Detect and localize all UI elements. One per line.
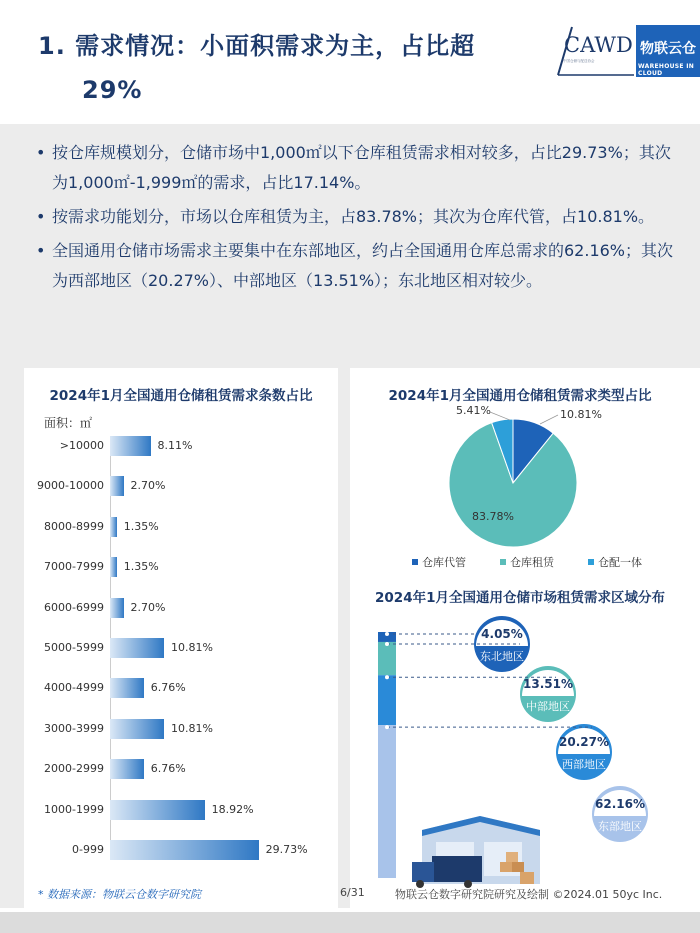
warehouse-illustration xyxy=(412,816,540,888)
cawd-logo-subtext: 中国仓储与配送协会 xyxy=(563,59,595,63)
bar xyxy=(110,638,164,658)
bar-chart-ylabel: 面积：㎡ xyxy=(44,416,93,430)
legend-item-daiguan xyxy=(412,554,466,570)
bar xyxy=(110,476,124,496)
region-name-label: 东部地区 xyxy=(598,820,642,833)
legend-label: 仓库代管 xyxy=(422,556,466,569)
bar-category-label: 4000-4999 xyxy=(44,681,104,695)
bar xyxy=(110,719,164,739)
cawd-logo-text: CAWD xyxy=(564,33,633,57)
bar-value-label: 29.73% xyxy=(265,843,308,856)
pie-leader-line xyxy=(540,415,558,424)
bar-value-label: 10.81% xyxy=(171,721,213,735)
area-bar-chart xyxy=(24,378,338,878)
title-line-2: 29% xyxy=(82,76,143,104)
bar-category-label: 2000-2999 xyxy=(44,762,104,776)
bullet-1: • 按仓库规模划分，仓储市场中1,000㎡以下仓库租赁需求相对较多，占比29.73%；其次为1,000㎡-1,999㎡的需求，占比17.14%。 xyxy=(36,138,680,198)
legend-label: 仓库租赁 xyxy=(510,556,554,569)
legend-item-zulin xyxy=(500,554,554,570)
bar-row xyxy=(24,719,338,739)
bottom-bar xyxy=(0,912,700,933)
data-source-note: * 数据来源：物联云仓数字研究院 xyxy=(38,888,201,901)
legend-swatch xyxy=(588,559,594,565)
region-value-label: 4.05% xyxy=(481,627,523,641)
brand-logo-en: WAREHOUSE IN CLOUD xyxy=(638,63,695,77)
logo xyxy=(550,25,700,77)
copyright: 物联云仓数字研究院研究及绘制 ©2024.01 50yc Inc. xyxy=(395,888,663,901)
region-value-label: 62.16% xyxy=(595,797,645,811)
region-segment xyxy=(378,675,396,725)
bar-row xyxy=(24,840,338,860)
bullet-3: • 全国通用仓储市场需求主要集中在东部地区，约占全国通用仓库总需求的62.16%；其次为西部地区（20.27%）、中部地区（13.51%）；东北地区相对较少。 xyxy=(36,236,680,296)
column-gap-shade xyxy=(338,368,350,908)
region-chart-title: 2024年1月全国通用仓储市场租赁需求区域分布 xyxy=(375,590,665,606)
region-marker-dot xyxy=(385,632,389,636)
bar-row xyxy=(24,476,338,496)
bar-value-label: 10.81% xyxy=(171,641,213,654)
bar-row xyxy=(24,678,338,698)
page-title xyxy=(38,24,518,112)
bar-value-label: 1.35% xyxy=(123,519,159,533)
bar-value-label: 2.70% xyxy=(130,479,166,493)
legend-label: 仓配一体 xyxy=(598,556,642,569)
bar-category-label: 7000-7999 xyxy=(44,560,104,574)
pie-chart xyxy=(350,398,690,568)
legend-item-peiyiti xyxy=(588,554,642,570)
bar-chart-title: 2024年1月全国通用仓储租赁需求条数占比 xyxy=(49,388,313,404)
region-name-label: 西部地区 xyxy=(562,758,606,771)
summary-bullets xyxy=(0,124,700,368)
bar-row xyxy=(24,598,338,618)
region-value-label: 13.51% xyxy=(523,677,573,691)
bar-category-label: 1000-1999 xyxy=(44,802,104,816)
region-marker-dot xyxy=(385,725,389,729)
region-value-label: 20.27% xyxy=(559,735,609,749)
legend-swatch xyxy=(412,559,418,565)
region-marker-dot xyxy=(385,675,389,679)
bar-row xyxy=(24,759,338,779)
pie-leader-line xyxy=(490,412,510,420)
bar-category-label: >10000 xyxy=(59,439,104,452)
bar-row xyxy=(24,638,338,658)
pie-chart-title: 2024年1月全国通用仓储租赁需求类型占比 xyxy=(388,388,652,404)
bar-category-label: 8000-8999 xyxy=(44,519,104,533)
region-chart xyxy=(350,608,690,908)
bar-row xyxy=(24,517,338,537)
left-margin-shade xyxy=(0,368,24,908)
bar xyxy=(110,557,117,577)
bar-category-label: 6000-6999 xyxy=(44,600,104,614)
bar-value-label: 2.70% xyxy=(130,600,166,614)
title-line-1: 1. 需求情况：小面积需求为主，占比超 xyxy=(38,32,476,60)
bar-category-label: 0-999 xyxy=(72,843,104,856)
region-segment xyxy=(378,642,396,675)
bar xyxy=(110,517,117,537)
bullet-2: • 按需求功能划分，市场以仓库租赁为主，占83.78%；其次为仓库代管，占10.81%。 xyxy=(36,202,680,232)
bar xyxy=(110,678,144,698)
bar-value-label: 6.76% xyxy=(150,681,186,695)
bar-value-label: 8.11% xyxy=(157,439,193,452)
bar xyxy=(110,840,259,860)
pie-label: 83.78% xyxy=(472,510,514,523)
pie-chart-panel xyxy=(350,368,700,580)
bar-value-label: 1.35% xyxy=(123,560,159,574)
bar-row xyxy=(24,800,338,820)
bar-row xyxy=(24,557,338,577)
brand-logo-cn: 物联云仓 xyxy=(640,41,696,57)
pie-label: 5.41% xyxy=(456,404,491,417)
bar-category-label: 9000-10000 xyxy=(37,479,104,493)
bar-row xyxy=(24,436,338,456)
bar-value-label: 18.92% xyxy=(211,802,254,816)
bar xyxy=(110,436,151,456)
region-marker-dot xyxy=(385,642,389,646)
bar xyxy=(110,598,124,618)
bar-value-label: 6.76% xyxy=(150,762,186,776)
bar xyxy=(110,800,205,820)
pie-label: 10.81% xyxy=(560,408,602,421)
bar-category-label: 3000-3999 xyxy=(44,721,104,735)
bar-category-label: 5000-5999 xyxy=(44,641,104,654)
legend-swatch xyxy=(500,559,506,565)
region-chart-panel xyxy=(350,580,700,908)
region-segment xyxy=(378,725,396,878)
region-name-label: 东北地区 xyxy=(480,650,524,663)
region-name-label: 中部地区 xyxy=(526,700,570,713)
page-number: 6/31 xyxy=(340,886,365,899)
bar xyxy=(110,759,144,779)
